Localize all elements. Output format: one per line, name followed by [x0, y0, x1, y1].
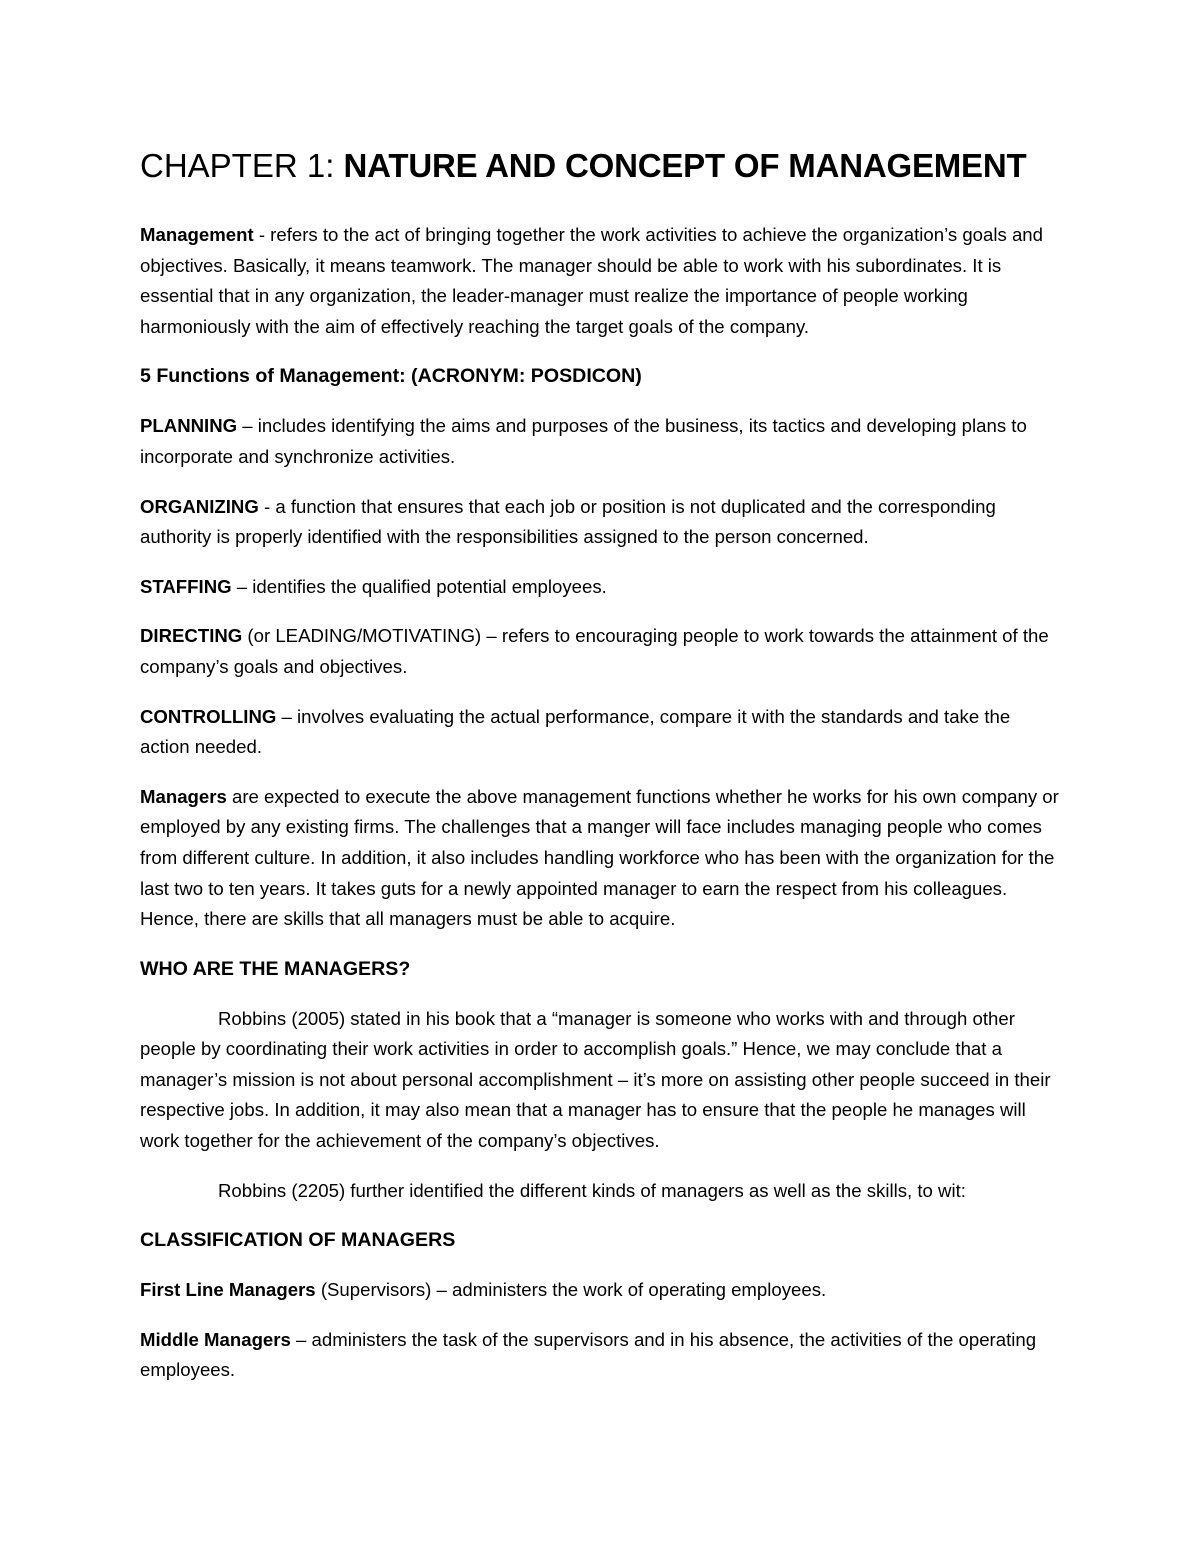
function-term: CONTROLLING — [140, 705, 277, 727]
classification-heading: CLASSIFICATION OF MANAGERS — [140, 1229, 456, 1252]
chapter-title — [140, 146, 1060, 186]
functions-heading: 5 Functions of Management: (ACRONYM: POSDICON) — [140, 365, 642, 388]
chapter-title-main: NATURE AND CONCEPT OF MANAGEMENT — [343, 147, 1027, 184]
function-description: – identifies the qualified potential employees. — [231, 575, 607, 597]
managers-paragraph — [140, 782, 1060, 935]
classification-middle — [140, 1325, 1060, 1386]
managers-text: are expected to execute the above management functions whether he works for his own company or employed by any existing firms. The challenges that a manger will face includes managing people who comes from different culture. In addition, it also includes handling workforce who has been with the organization for the last two to ten years. It takes guts for a newly appointed manager to earn the respect from his colleagues. Hence, there are skills that all managers must be able to acquire. — [140, 785, 1059, 930]
function-staffing — [140, 572, 1060, 603]
function-term: STAFFING — [140, 575, 232, 597]
function-directing — [140, 621, 1060, 682]
chapter-title-prefix: CHAPTER 1: — [140, 147, 344, 184]
intro-paragraph — [140, 220, 1060, 342]
function-description: – involves evaluating the actual performance, compare it with the standards and take the action needed. — [140, 705, 1011, 758]
function-term: ORGANIZING — [140, 495, 259, 517]
function-description: - a function that ensures that each job or position is not duplicated and the corresponding authority is properly identified with the responsibilities assigned to the person concerned. — [140, 495, 996, 548]
classification-description: (Supervisors) – administers the work of operating employees. — [315, 1279, 827, 1301]
classification-description: – administers the task of the supervisors and in his absence, the activities of the operating employees. — [140, 1328, 1037, 1381]
function-controlling — [140, 702, 1060, 763]
function-organizing — [140, 492, 1060, 553]
function-description: – includes identifying the aims and purposes of the business, its tactics and developing plans to incorporate and synchronize activities. — [140, 415, 1027, 467]
intro-text: - refers to the act of bringing together the work activities to achieve the organization’s goals and objectives. Basically, it means teamwork. The manager should be able to work with his subordinates. It is essential that in any organization, the leader-manager must realize the importance of people working harmoniously with the aim of effectively reaching the target goals of the company. — [140, 224, 1043, 337]
intro-lead-term: Management — [140, 224, 254, 245]
robbins-classification-intro: Robbins (2205) further identified the different kinds of managers as well as the skills, to wit: — [218, 1179, 966, 1201]
classification-first-line — [140, 1275, 1060, 1306]
function-term: DIRECTING — [140, 625, 243, 647]
classification-term: First Line Managers — [140, 1279, 316, 1301]
managers-lead-term: Managers — [140, 785, 227, 807]
function-term: PLANNING — [140, 415, 238, 437]
classification-term: Middle Managers — [140, 1328, 291, 1350]
who-heading: WHO ARE THE MANAGERS? — [140, 957, 411, 980]
function-description: (or LEADING/MOTIVATING) – refers to encouraging people to work towards the attainment of the company’s goals and objectives. — [140, 625, 1049, 677]
function-planning — [140, 411, 1060, 472]
robbins-definition-paragraph: Robbins (2005) stated in his book that a “manager is someone who works with and through other people by coordinating their work activities in order to accomplish goals.” Hence, we may conclude that a manager’s mission is not about personal accomplishment – it’s more on assisting other people succeed in their respective jobs. In addition, it may also mean that a manager has to ensure that the people he manages will work together for the achievement of the company’s objectives. — [140, 1007, 1051, 1152]
